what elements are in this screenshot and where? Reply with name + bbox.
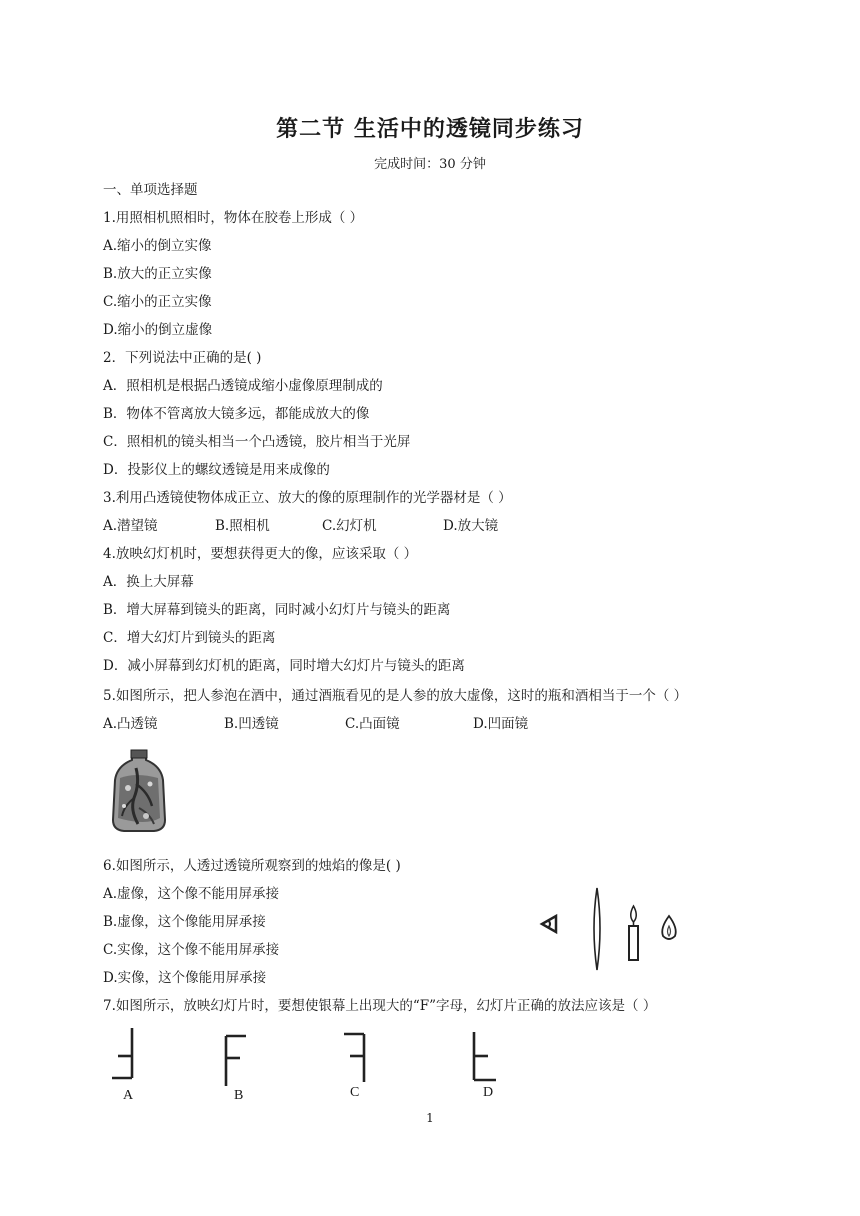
question-6-option-c: C.实像，这个像不能用屏承接	[103, 942, 280, 958]
question-5-option-d: D.凹面镜	[473, 716, 529, 732]
flame-icon	[662, 916, 676, 939]
question-6-option-b: B.虚像，这个像能用屏承接	[103, 914, 266, 930]
question-2-option-d: D．投影仪上的螺纹透镜是用来成像的	[103, 462, 330, 478]
convex-lens	[594, 888, 600, 970]
question-3-stem: 3.利用凸透镜使物体成正立、放大的像的原理制作的光学器材是（ ）	[103, 490, 512, 506]
question-6-option-a: A.虚像，这个像不能用屏承接	[103, 886, 280, 902]
question-5-option-c: C.凸面镜	[345, 716, 400, 732]
slide-label-a: A	[123, 1088, 134, 1103]
question-4-option-d: D．减小屏幕到幻灯机的距离，同时增大幻灯片与镜头的距离	[103, 658, 465, 674]
question-5-option-a: A.凸透镜	[103, 716, 158, 732]
slide-a-icon	[112, 1028, 132, 1078]
lens-candle-figure	[532, 884, 692, 974]
question-3-option-b: B.照相机	[215, 518, 270, 534]
question-4-option-a: A．换上大屏幕	[103, 574, 194, 590]
question-6-option-d: D.实像，这个像能用屏承接	[103, 970, 267, 986]
slide-b-icon	[226, 1036, 246, 1086]
question-1-option-d: D.缩小的倒立虚像	[103, 322, 213, 338]
question-1-option-c: C.缩小的正立实像	[103, 294, 212, 310]
slide-c-icon	[344, 1034, 364, 1082]
question-3-option-c: C.幻灯机	[322, 518, 377, 534]
ginseng-bottle-figure	[106, 748, 172, 834]
slide-d-icon	[474, 1032, 496, 1080]
question-5-stem: 5.如图所示，把人参泡在酒中，通过酒瓶看见的是人参的放大虚像，这时的瓶和酒相当于一个（ ）	[103, 688, 688, 704]
question-5-options	[103, 715, 663, 733]
page-number: 1	[426, 1111, 434, 1125]
section-heading: 一、单项选择题	[103, 182, 198, 198]
question-3-option-d: D.放大镜	[443, 518, 499, 534]
question-5-option-b: B.凹透镜	[224, 716, 279, 732]
question-1-stem: 1.用照相机照相时，物体在胶卷上形成（ ）	[103, 210, 364, 226]
question-4-option-c: C．增大幻灯片到镜头的距离	[103, 630, 276, 646]
slide-label-c: C	[350, 1085, 360, 1100]
question-3-option-a: A.潜望镜	[103, 518, 158, 534]
slide-label-d: D	[483, 1085, 494, 1100]
subtitle-time: 完成时间：30 分钟	[374, 157, 486, 172]
page-title: 第二节 生活中的透镜同步练习	[276, 117, 584, 142]
question-2-stem: 2．下列说法中正确的是( )	[103, 350, 262, 366]
question-7-stem: 7.如图所示，放映幻灯片时，要想使银幕上出现大的“F”字母，幻灯片正确的放法应该是（ ）	[103, 998, 657, 1014]
question-1-option-a: A.缩小的倒立实像	[103, 238, 212, 254]
question-6-stem: 6.如图所示，人透过透镜所观察到的烛焰的像是( )	[103, 858, 401, 874]
eye-icon	[542, 916, 556, 932]
question-4-stem: 4.放映幻灯机时，要想获得更大的像，应该采取（ ）	[103, 546, 418, 562]
question-4-option-b: B．增大屏幕到镜头的距离，同时减小幻灯片与镜头的距离	[103, 602, 451, 618]
question-2-option-b: B．物体不管离放大镜多远，都能成放大的像	[103, 406, 370, 422]
candle-icon	[629, 906, 638, 960]
question-2-option-a: A．照相机是根据凸透镜成缩小虚像原理制成的	[103, 378, 383, 394]
slide-options-figure	[100, 1026, 520, 1106]
question-2-option-c: C．照相机的镜头相当一个凸透镜，胶片相当于光屏	[103, 434, 411, 450]
question-3-options	[103, 517, 663, 535]
question-1-option-b: B.放大的正立实像	[103, 266, 212, 282]
slide-label-b: B	[234, 1088, 244, 1103]
